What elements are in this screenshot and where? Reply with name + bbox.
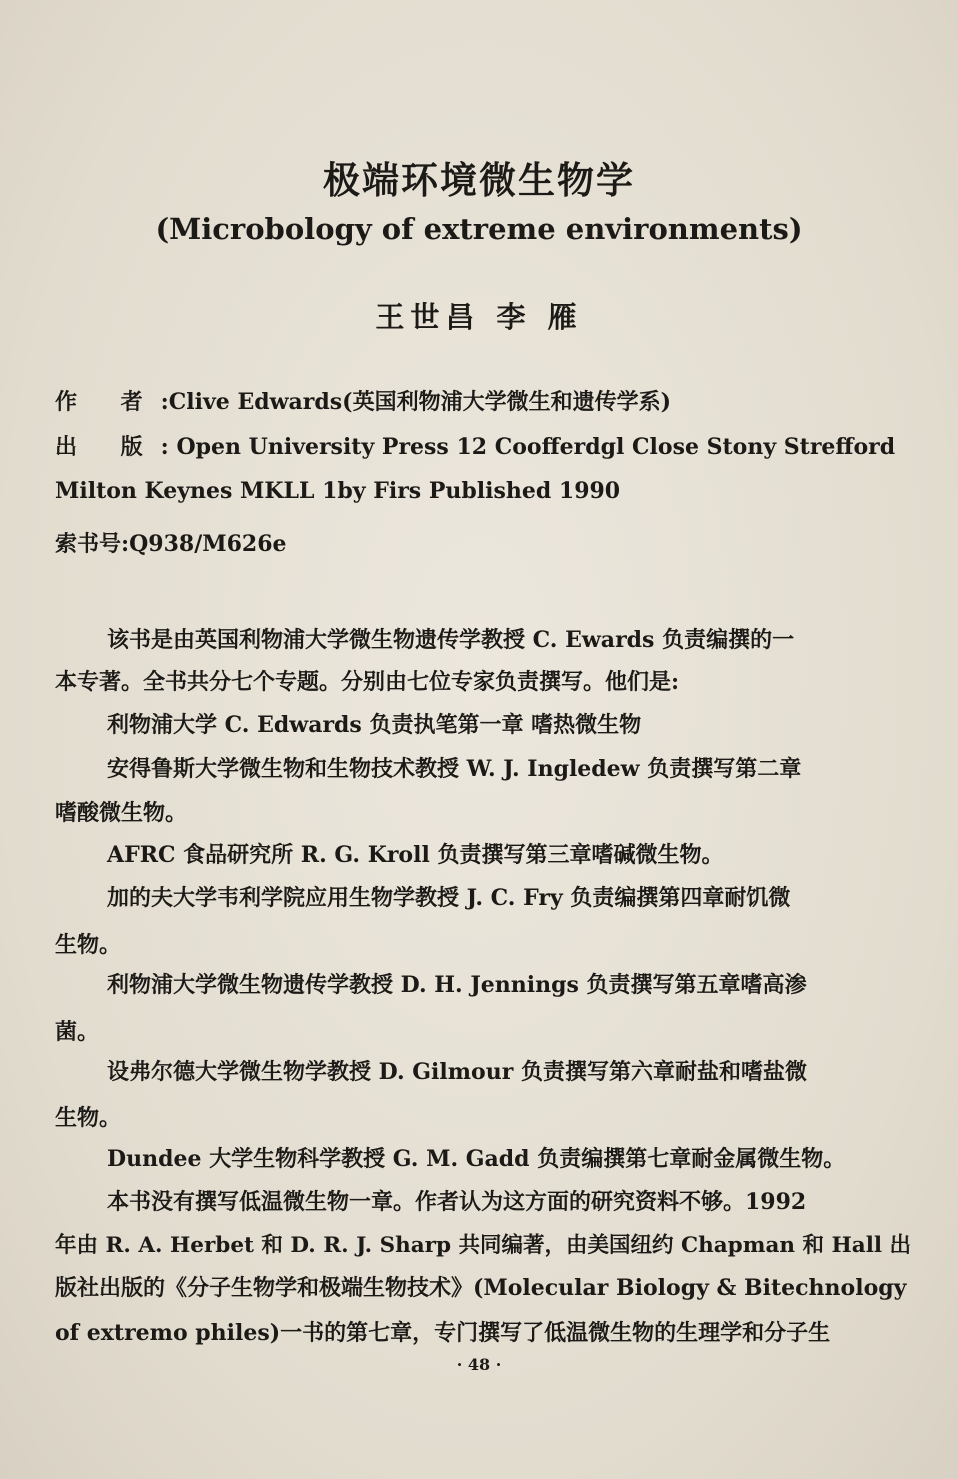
body-line: 嗜酸微生物。: [55, 800, 188, 826]
body-line: 加的夫大学韦利学院应用生物学教授 J. C. Fry 负责编撰第四章耐饥微: [107, 885, 791, 911]
article-authors: 王世昌 李 雁: [375, 300, 583, 334]
callno-line: [55, 527, 287, 558]
page-number: · 48 ·: [456, 1355, 502, 1374]
author-label: 作 者: [55, 389, 161, 415]
publisher-continuation: Milton Keynes MKLL 1by Firs Published 1990: [55, 478, 621, 504]
body-line: 菌。: [55, 1019, 100, 1045]
body-line: 本书没有撰写低温微生物一章。作者认为这方面的研究资料不够。1992: [107, 1189, 807, 1215]
body-line: 生物。: [55, 932, 122, 958]
body-line: Dundee 大学生物科学教授 G. M. Gadd 负责编撰第七章耐金属微生物。: [107, 1146, 846, 1172]
body-line: of extremo philes)一书的第七章，专门撰写了低温微生物的生理学和分子生: [55, 1320, 831, 1346]
body-line: 设弗尔德大学微生物学教授 D. Gilmour 负责撰写第六章耐盐和嗜盐微: [107, 1059, 807, 1085]
article-subtitle: (Microbology of extreme environments): [155, 212, 803, 246]
publisher-line: [55, 430, 895, 461]
article-title: 极端环境微生物学: [323, 159, 635, 202]
body-line: 利物浦大学 C. Edwards 负责执笔第一章 嗜热微生物: [107, 712, 642, 738]
callno-label: 索书号: [55, 531, 122, 557]
author-value: :Clive Edwards(英国利物浦大学微生和遗传学系): [160, 389, 671, 415]
publisher-label: 出 版: [55, 434, 161, 460]
body-line: 安得鲁斯大学微生物和生物技术教授 W. J. Ingledew 负责撰写第二章: [107, 756, 802, 782]
body-line: 利物浦大学微生物遗传学教授 D. H. Jennings 负责撰写第五章嗜高渗: [107, 972, 807, 998]
body-line: 生物。: [55, 1105, 122, 1131]
body-line: 年由 R. A. Herbet 和 D. R. J. Sharp 共同编著，由美国纽约 Chapman 和 Hall 出: [55, 1233, 912, 1258]
body-line: AFRC 食品研究所 R. G. Kroll 负责撰写第三章嗜碱微生物。: [107, 842, 724, 868]
callno-value: :Q938/M626e: [121, 531, 287, 557]
body-line: 版社出版的《分子生物学和极端生物技术》(Molecular Biology & Bitechnology: [55, 1275, 907, 1301]
body-line: 该书是由英国利物浦大学微生物遗传学教授 C. Ewards 负责编撰的一: [107, 627, 795, 653]
publisher-value: : Open University Press 12 Coofferdgl Close Stony Strefford: [160, 434, 896, 460]
body-line: 本专著。全书共分七个专题。分别由七位专家负责撰写。他们是:: [55, 669, 680, 695]
author-line: [55, 385, 671, 416]
